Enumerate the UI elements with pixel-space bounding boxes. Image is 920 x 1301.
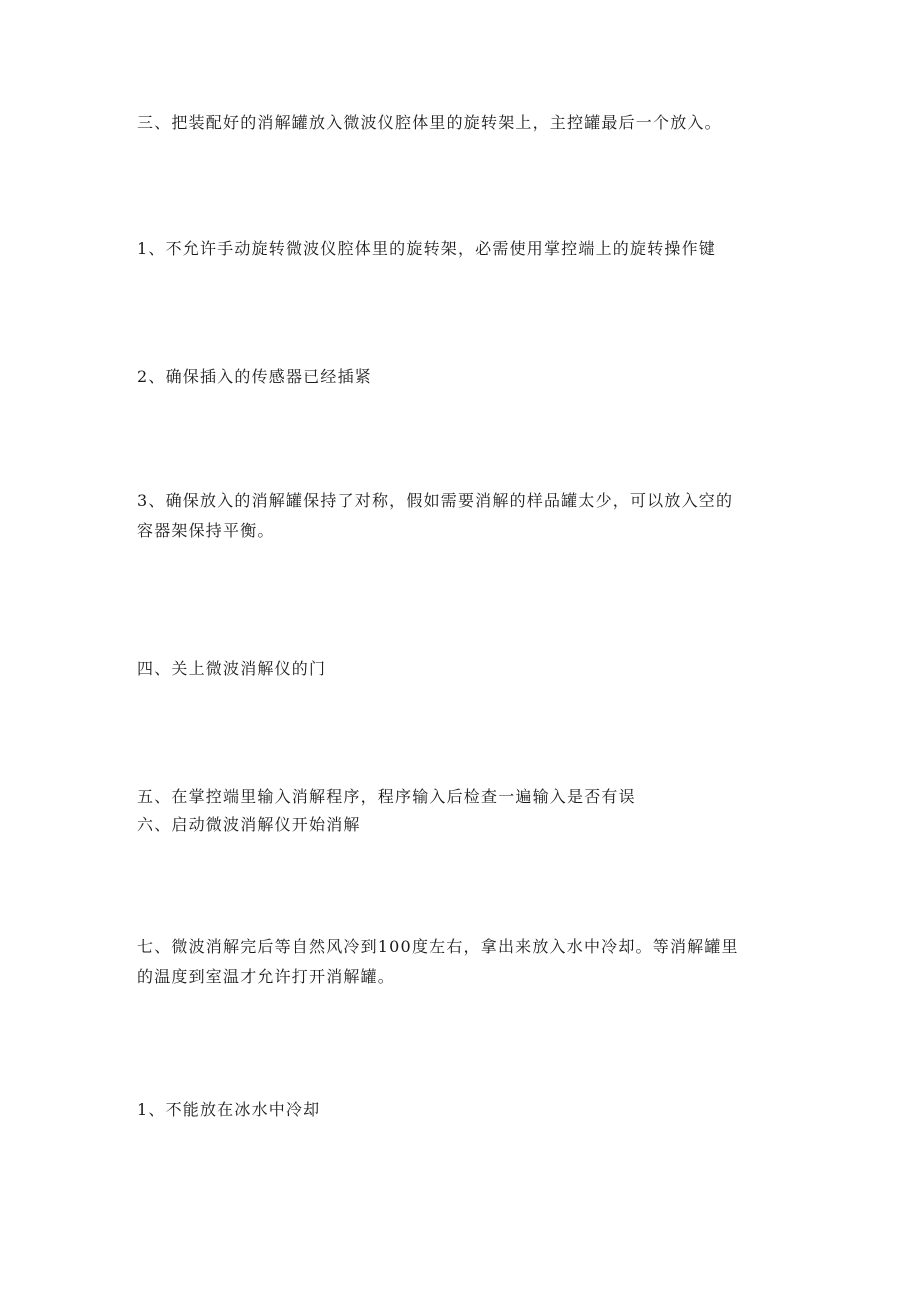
text-line: 的温度到室温才允许打开消解罐。: [137, 967, 396, 986]
paragraph-steps-five-six: [137, 783, 797, 839]
text-line: 五、在掌控端里输入消解程序，程序输入后检查一遍输入是否有误: [137, 787, 636, 806]
paragraph-step-three: [137, 108, 797, 138]
paragraph-step-four: [137, 654, 797, 684]
text-line: 容器架保持平衡。: [137, 521, 275, 540]
paragraph-note-3-symmetry: [137, 486, 797, 546]
text-line: 六、启动微波消解仪开始消解: [137, 815, 361, 834]
text-line: 三、把装配好的消解罐放入微波仪腔体里的旋转架上，主控罐最后一个放入。: [137, 113, 722, 132]
text-line: 1、不允许手动旋转微波仪腔体里的旋转架，必需使用掌控端上的旋转操作键: [137, 239, 716, 258]
text-line: 3、确保放入的消解罐保持了对称，假如需要消解的样品罐太少，可以放入空的: [137, 491, 734, 510]
paragraph-step-seven: [137, 932, 797, 992]
text-line: 2、确保插入的传感器已经插紧: [137, 367, 372, 386]
text-line: 四、关上微波消解仪的门: [137, 659, 327, 678]
paragraph-note-1-cooling: [137, 1095, 797, 1125]
text-line: 1、不能放在冰水中冷却: [137, 1100, 321, 1119]
paragraph-note-1-rotation: [137, 234, 797, 264]
paragraph-note-2-sensor: [137, 362, 797, 392]
text-line: 七、微波消解完后等自然风冷到100度左右，拿出来放入水中冷却。等消解罐里: [137, 937, 739, 956]
